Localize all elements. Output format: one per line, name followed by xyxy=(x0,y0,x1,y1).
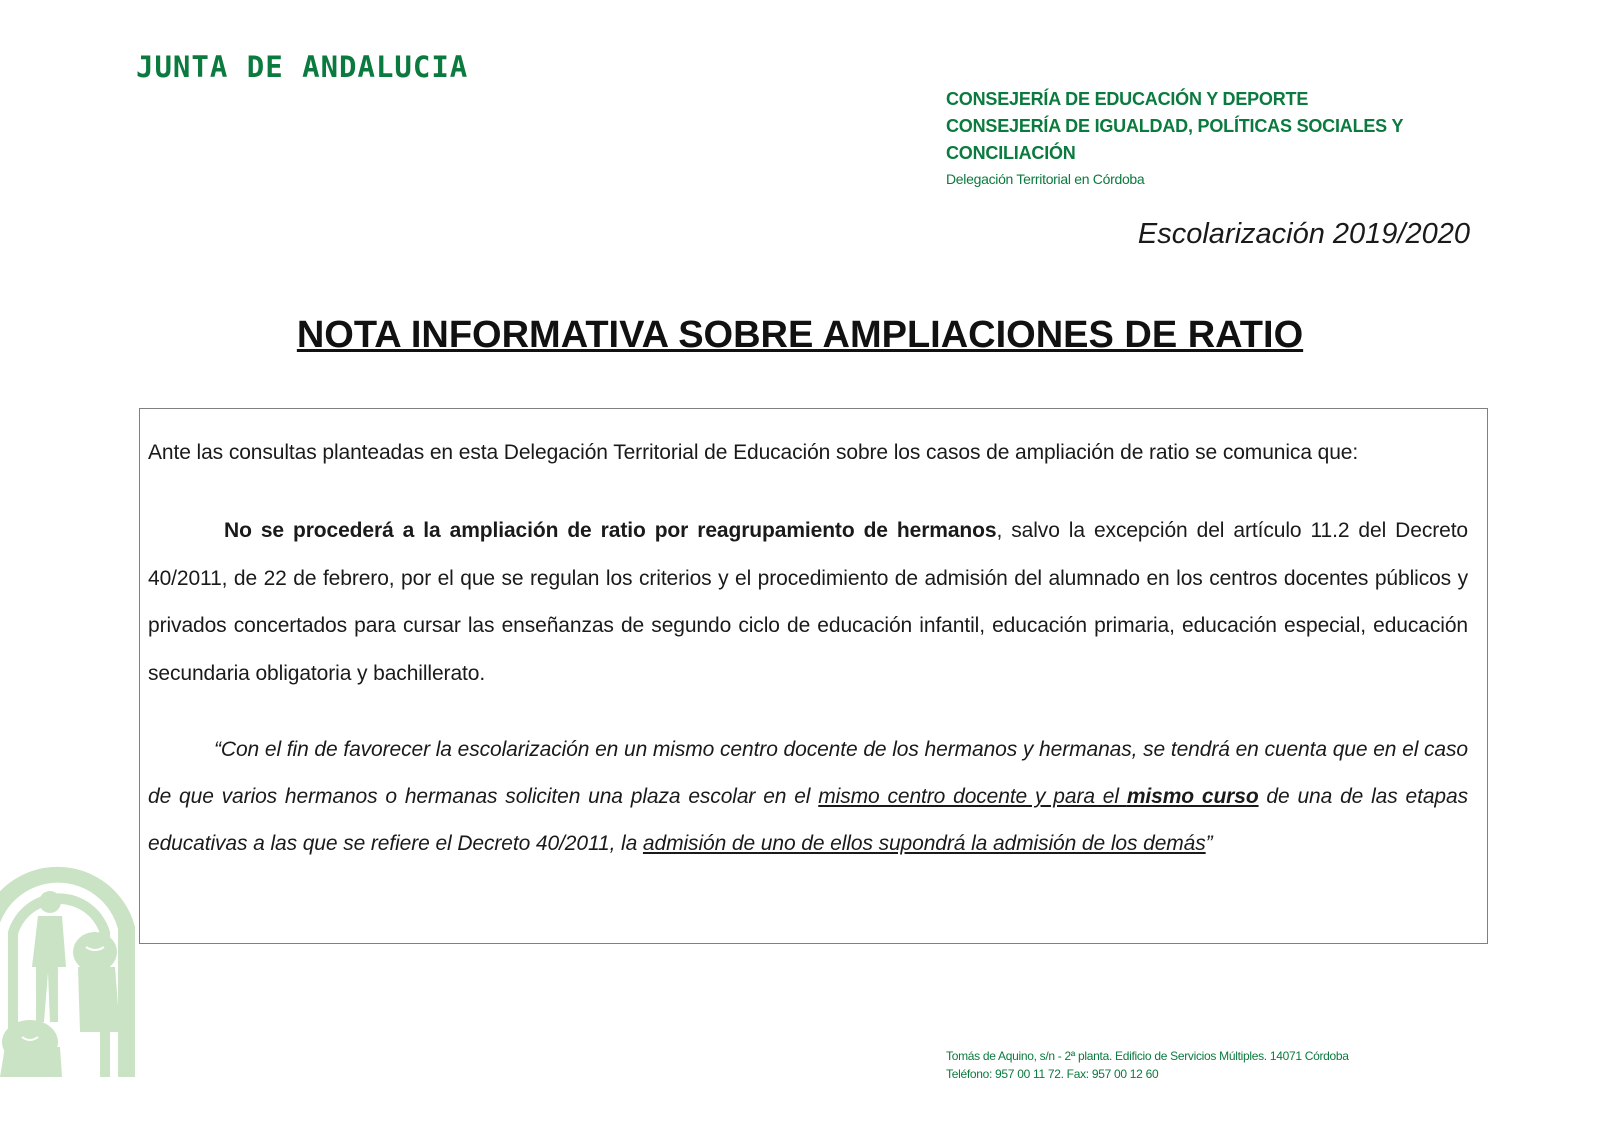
escolarizacion-year: Escolarización 2019/2020 xyxy=(1137,218,1470,250)
quote-underline-bold: mismo curso xyxy=(1126,785,1259,808)
quote-text-a: “Con el fin de favorecer la escolarización en un mismo centro docente de los hermanos y hermanas, se tendrá en cuenta que en el caso de que varios hermanos o hermanas soliciten una plaza escolar en el xyxy=(148,738,1468,808)
junta-de-andalucia-logo: JUNTA DE ANDALUCIA xyxy=(136,50,469,84)
footer-phone: Teléfono: 957 00 11 72. Fax: 957 00 12 60 xyxy=(946,1067,1159,1081)
quote-paragraph xyxy=(148,726,1468,867)
intro-paragraph: Ante las consultas planteadas en esta Delegación Territorial de Educación sobre los casos de ampliación de ratio se comunica que: xyxy=(148,441,1359,464)
quote-underline-1: mismo centro docente y para el xyxy=(818,785,1127,808)
quote-text-b: de una de las etapas educativas a las que se refiere el Decreto 40/2011, la xyxy=(148,785,1468,855)
rule-paragraph xyxy=(148,507,1468,697)
consejeria-block xyxy=(946,86,1416,189)
quote-underline-2: admisión de uno de ellos supondrá la admisión de los demás xyxy=(642,832,1206,855)
consejeria-line-2: CONSEJERÍA DE IGUALDAD, POLÍTICAS SOCIALES Y xyxy=(946,116,1404,136)
andalucia-emblem-icon xyxy=(0,832,140,1077)
footer-address: Tomás de Aquino, s/n - 2ª planta. Edificio de Servicios Múltiples. 14071 Córdoba xyxy=(946,1049,1349,1063)
notice-box xyxy=(139,408,1488,944)
consejeria-line-1: CONSEJERÍA DE EDUCACIÓN Y DEPORTE xyxy=(946,89,1309,109)
quote-end: ” xyxy=(1205,832,1213,855)
consejeria-line-3: CONCILIACIÓN xyxy=(946,143,1076,163)
delegacion-territorial: Delegación Territorial en Córdoba xyxy=(946,171,1145,187)
footer-contact xyxy=(946,1047,1349,1083)
rule-text: , salvo la excepción del artículo 11.2 del Decreto 40/2011, de 22 de febrero, por el que se regulan los criterios y el procedimiento de admisión del alumnado en los centros docentes públicos y privados concertados para cursar las enseñanzas de segundo ciclo de educación infantil, educación primaria, educación especial, educación secundaria obligatoria y bachillerato. xyxy=(148,519,1469,685)
rule-bold-text: No se procederá a la ampliación de ratio por reagrupamiento de hermanos xyxy=(224,519,997,542)
page-title: NOTA INFORMATIVA SOBRE AMPLIACIONES DE RATIO xyxy=(296,314,1304,356)
